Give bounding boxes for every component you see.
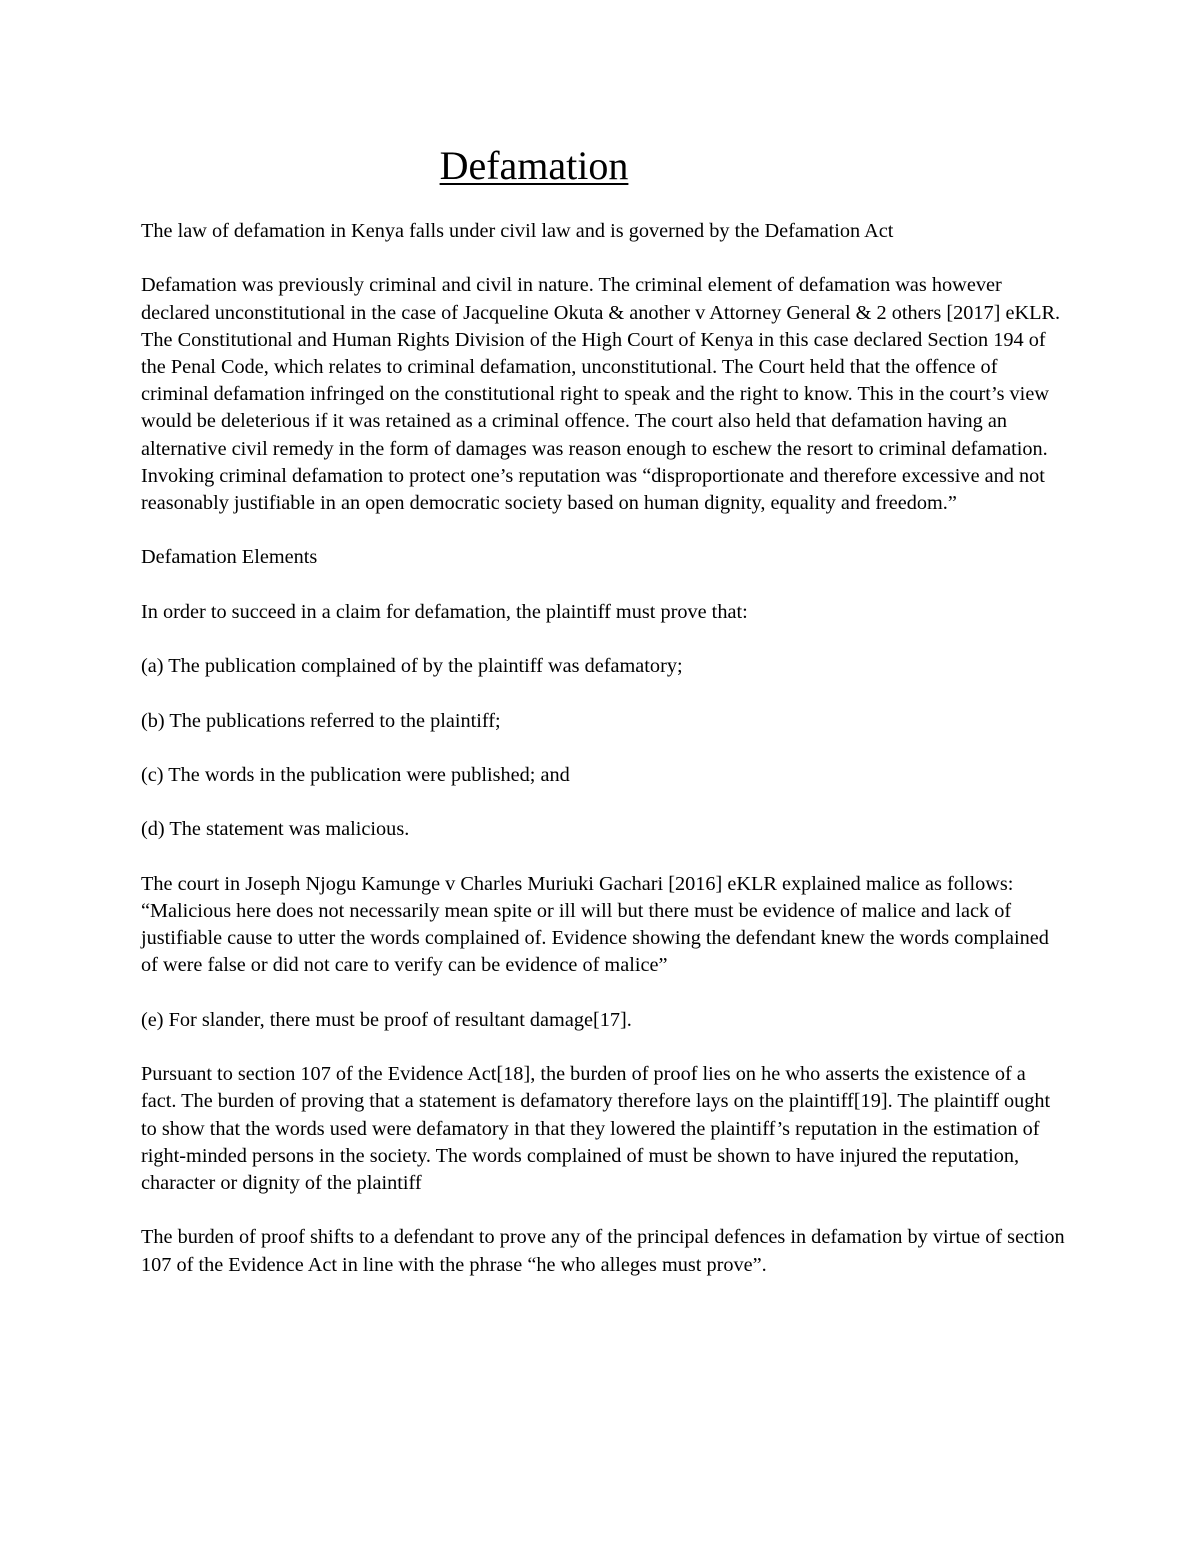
paragraph-criminal-defamation-history: Defamation was previously criminal and civil in nature. The criminal element of defamation was however declared unconstitutional in the case of Jacqueline Okuta & another v Attorney General & 2 others [2017] eKLR. The Constitutional and Human Rights Division of the High Court of Kenya in this case declared Section 194 of the Penal Code, which relates to criminal defamation, unconstitutional. The Court held that the offence of criminal defamation infringed on the constitutional right to speak and the right to know. This in the court’s view would be deleterious if it was retained as a criminal offence. The court also held that defamation having an alternative civil remedy in the form of damages was reason enough to eschew the resort to criminal defamation. Invoking criminal defamation to protect one’s reputation was “disproportionate and therefore excessive and not reasonably justifiable in an open democratic society based on human dignity, equality and freedom.” xyxy=(141,274,1061,515)
section-heading-elements: Defamation Elements xyxy=(141,546,318,569)
document-title: Defamation xyxy=(439,143,629,188)
paragraph-governing-law: The law of defamation in Kenya falls under civil law and is governed by the Defamation Act xyxy=(141,220,894,242)
list-item-e: (e) For slander, there must be proof of resultant damage[17]. xyxy=(141,1008,632,1031)
document-body xyxy=(141,218,1066,1306)
list-item-c: (c) The words in the publication were published; and xyxy=(141,763,570,786)
paragraph-burden-shifts: The burden of proof shifts to a defendant to prove any of the principal defences in defamation by virtue of section 107 of the Evidence Act in line with the phrase “he who alleges must prove”. xyxy=(141,1226,1065,1276)
list-item-d: (d) The statement was malicious. xyxy=(141,818,410,841)
paragraph-malice-case: The court in Joseph Njogu Kamunge v Charles Muriuki Gachari [2016] eKLR explained malice as follows: “Malicious here does not necessarily mean spite or ill will but there must be evidence of malice and lack of justifiable cause to utter the words complained of. Evidence showing the defendant knew the words complained of were false or did not care to verify can be evidence of malice” xyxy=(141,872,1049,977)
paragraph-elements-intro: In order to succeed in a claim for defamation, the plaintiff must prove that: xyxy=(141,600,748,623)
list-item-a: (a) The publication complained of by the plaintiff was defamatory; xyxy=(141,655,683,678)
paragraph-burden-of-proof: Pursuant to section 107 of the Evidence Act[18], the burden of proof lies on he who asserts the existence of a fact. The burden of proving that a statement is defamatory therefore lays on the plaintiff[19]. The plaintiff ought to show that the words used were defamatory in that they lowered the plaintiff’s reputation in the estimation of right-minded persons in the society. The words complained of must be shown to have injured the reputation, character or dignity of the plaintiff xyxy=(141,1063,1051,1194)
list-item-b: (b) The publications referred to the plaintiff; xyxy=(141,709,501,732)
